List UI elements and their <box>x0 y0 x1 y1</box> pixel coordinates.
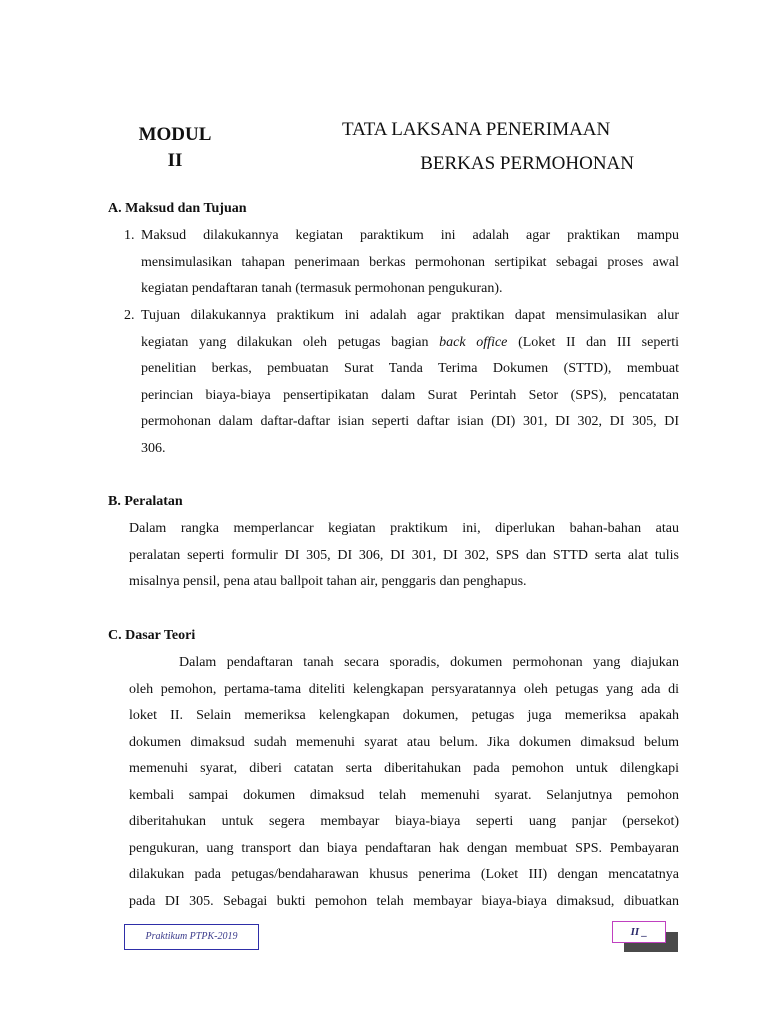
page-number: II _ <box>612 921 666 943</box>
item-2-text <box>141 303 679 462</box>
modul-label-line1: MODUL <box>138 124 212 145</box>
item-2-line2-after: (Loket II dan III seperti <box>507 334 679 350</box>
section-c-line: dilakukan pada petugas/bendaharawan khusus penerima (Loket III) dengan mencatatnya <box>129 867 679 882</box>
section-c-text <box>129 650 679 915</box>
section-b-line: misalnya pensil, pena atau ballpoit tahan air, penggaris dan penghapus. <box>129 574 527 589</box>
section-c-line: oleh pemohon, pertama-tama diteliti kelengkapan persyaratannya oleh petugas yang ada di <box>129 681 679 697</box>
page-title-line1: TATA LAKSANA PENERIMAAN <box>342 119 611 140</box>
section-b-line: Dalam rangka memperlancar kegiatan praktikum ini, diperlukan bahan-bahan atau <box>129 521 679 536</box>
item-1-line: kegiatan pendaftaran tanah (termasuk permohonan pengukuran). <box>141 281 503 296</box>
section-c-line: diberitahukan untuk segera membayar biaya-biaya seperti uang panjar (persekot) <box>129 814 679 829</box>
item-2-number: 2. <box>124 308 135 323</box>
page-title <box>300 117 634 177</box>
section-b-text <box>129 516 679 596</box>
section-c-line: pada DI 305. Sebagai bukti pemohon telah membayar biaya-biaya dimaksud, dibuatkan <box>129 893 679 909</box>
back-office-italic: back office <box>439 334 508 350</box>
section-c-line: kembali sampai dokumen dimaksud telah memenuhi syarat. Selanjutnya pemohon <box>129 787 679 803</box>
item-2-line: Tujuan dilakukannya praktikum ini adalah agar praktikan dapat mensimulasikan alur <box>141 308 679 323</box>
section-c-line: Dalam pendaftaran tanah secara sporadis, dokumen permohonan yang diajukan <box>179 655 679 670</box>
item-2-line-with-italic <box>141 330 679 357</box>
section-c-line: pengukuran, uang transport dan biaya pendaftaran hak dengan membuat SPS. Pembayaran <box>129 840 679 856</box>
item-1-number: 1. <box>124 228 135 243</box>
item-2-line: penelitian berkas, pembuatan Surat Tanda Terima Dokumen (STTD), membuat <box>141 361 679 376</box>
page-title-line2: BERKAS PERMOHONAN <box>420 153 634 174</box>
section-c-line: memenuhi syarat, diberi catatan serta diberitahukan pada pemohon untuk dilengkapi <box>129 761 679 776</box>
item-1-line: mensimulasikan tahapan penerimaan berkas permohonan sertipikat sebagai proses awal <box>141 254 679 270</box>
item-2-line2-before: kegiatan yang dilakukan oleh petugas bagian <box>141 334 440 350</box>
item-1-text <box>141 223 679 303</box>
section-c-line: dokumen dimaksud sudah memenuhi syarat atau belum. Jika dokumen dimaksud belum <box>129 734 679 750</box>
item-2-line: perincian biaya-biaya pensertipikatan dalam Surat Perintah Setor (SPS), pencatatan <box>141 387 679 403</box>
item-2-line: permohonan dalam daftar-daftar isian seperti daftar isian (DI) 301, DI 302, DI 305, DI <box>141 414 679 429</box>
section-c-line: loket II. Selain memeriksa kelengkapan dokumen, petugas juga memeriksa apakah <box>129 708 679 723</box>
footer-label: Praktikum PTPK-2019 <box>124 924 259 950</box>
item-2-line: 306. <box>141 440 166 456</box>
modul-label-line2: II <box>167 150 183 171</box>
item-1-line: Maksud dilakukannya kegiatan paraktikum ini adalah agar praktikan mampu <box>141 228 679 243</box>
modul-label <box>120 122 230 174</box>
section-b-line: peralatan seperti formulir DI 305, DI 306, DI 301, DI 302, SPS dan STTD serta alat tulis <box>129 547 679 563</box>
section-b-heading: B. Peralatan <box>108 494 183 509</box>
section-c-heading: C. Dasar Teori <box>108 628 196 643</box>
section-a-heading: A. Maksud dan Tujuan <box>108 201 247 216</box>
